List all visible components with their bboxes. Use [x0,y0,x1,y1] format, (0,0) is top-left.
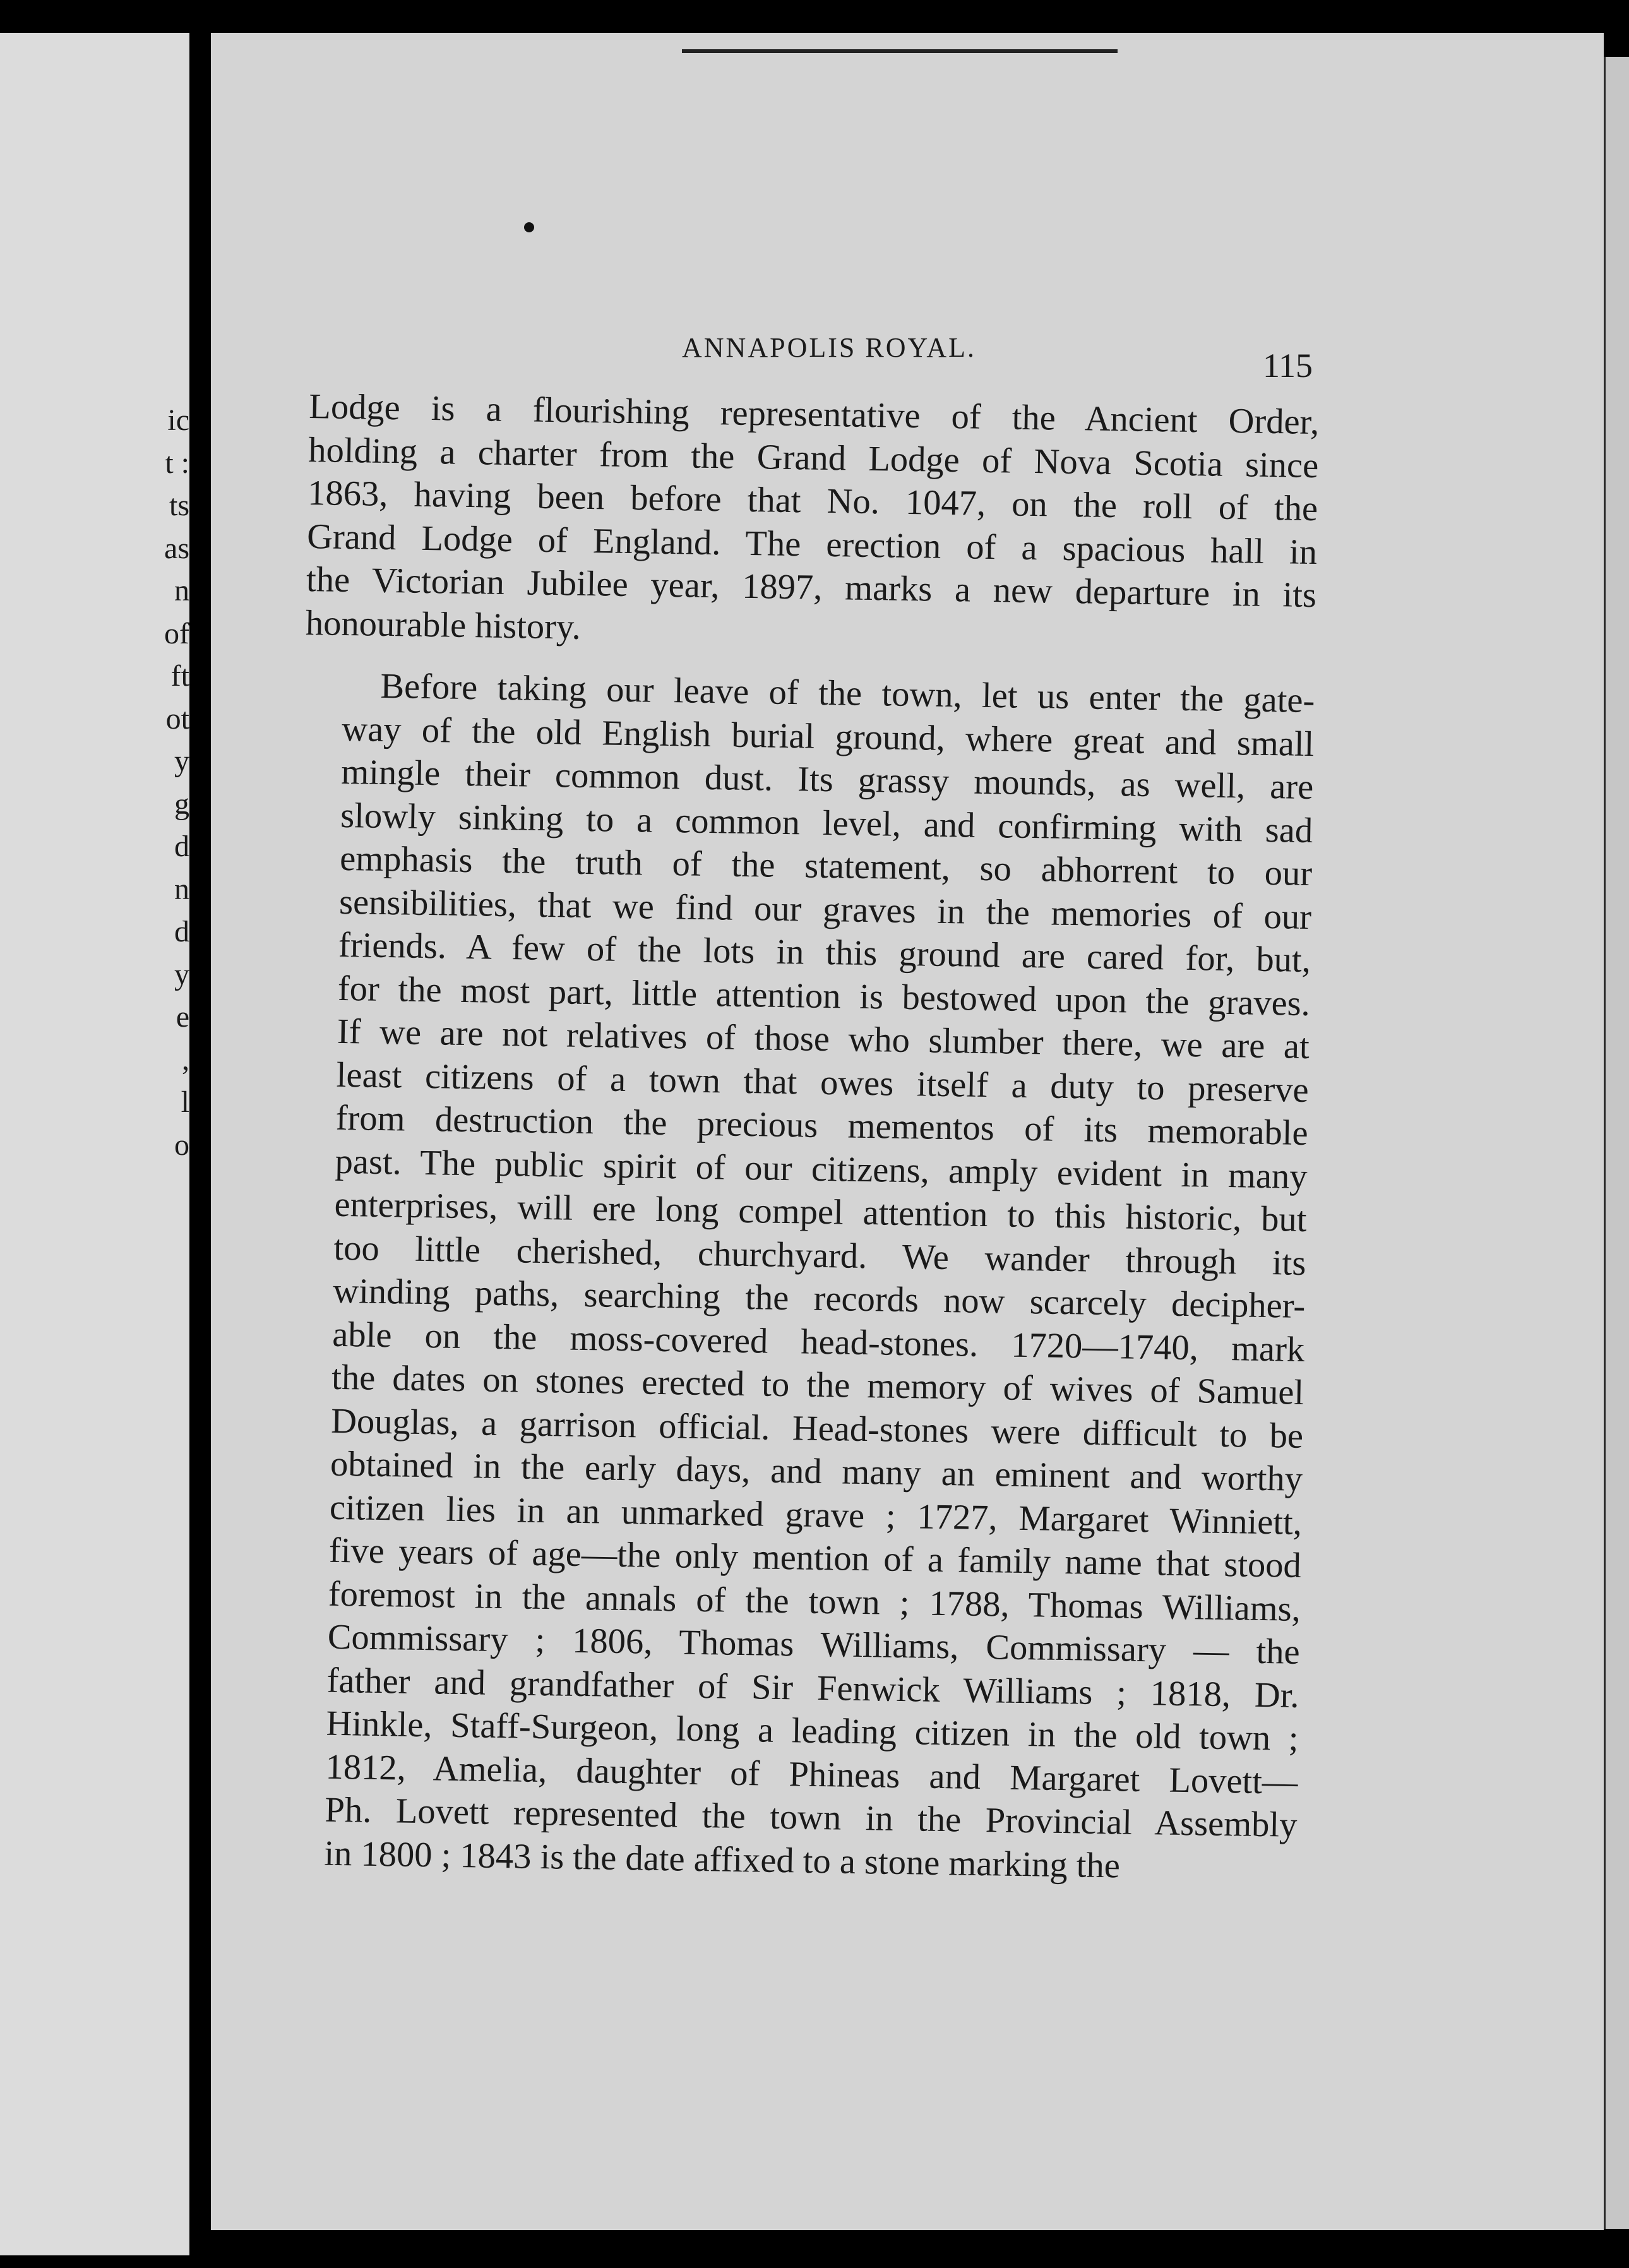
text-line: Commissary ; 1806, Thomas Williams, Commissary — the [327,1617,1301,1672]
facing-page-fragment: ot [165,701,189,736]
text-line: the dates on stones erected to the memory of wives of Samuel [331,1358,1304,1412]
facing-page-fragment: ic [167,403,189,437]
ink-dot [524,222,534,232]
facing-page-fragment: ts [169,489,189,522]
facing-page-fragment: d [174,830,189,863]
text-line: way of the old English burial ground, where great and small [341,709,1315,764]
text-line: Lodge is a flourishing representative of the Ancient Order, [308,386,1320,443]
text-line: father and grandfather of Sir Fenwick Williams ; 1818, Dr. [326,1661,1300,1716]
text-line: slowly sinking to a common level, and confirming with sad [340,796,1313,850]
page-number: 115 [1263,347,1313,385]
book-gutter [189,33,211,2268]
text-line: If we are not relatives of those who slumber there, we are at [337,1012,1310,1067]
text-line: Grand Lodge of England. The erection of a spacious hall in [306,516,1318,572]
facing-page-fragment: o [174,1128,189,1162]
text-line: citizen lies in an unmarked grave ; 1727, Margaret Winniett, [329,1488,1303,1543]
text-line: past. The public spirit of our citizens, amply evident in many [335,1142,1308,1197]
body-text [286,385,1320,1890]
facing-page-fragment: g [174,787,189,821]
text-line: Douglas, a garrison official. Head-stones were difficult to be [330,1401,1304,1456]
text-line: friends. A few of the lots in this ground are cared for, but, [338,925,1311,981]
text-line: Hinkle, Staff-Surgeon, long a leading citizen in the old town ; [326,1704,1299,1758]
page-edge [1604,57,1629,2229]
text-line: honourable history. [305,603,582,647]
text-line: holding a charter from the Grand Lodge of Nova Scotia since [307,430,1319,486]
facing-page-fragment: n [174,574,189,607]
text-line: least citizens of a town that owes itself a duty to preserve [336,1055,1310,1110]
text-line: enterprises, will ere long compel attention to this historic, but [334,1185,1307,1239]
top-edge-mark [682,49,1118,53]
text-line: foremost in the annals of the town ; 1788, Thomas Williams, [328,1574,1301,1629]
text-line: too little cherished, churchyard. We wander through its [333,1228,1306,1283]
text-line: 1812, Amelia, daughter of Phineas and Margaret Lovett— [325,1747,1298,1802]
text-line: from destruction the precious mementos of its memorable [335,1098,1309,1153]
facing-page-fragment: y [174,957,189,991]
text-line: winding paths, searching the records now scarcely decipher- [332,1271,1306,1326]
facing-page-fragment: of [164,616,189,650]
facing-page-fragment: t : [165,446,189,480]
facing-page-fragment: l [181,1085,189,1119]
facing-page-fragment: n [174,872,189,906]
facing-page-fragment: d [174,915,189,948]
facing-page-fragment: ft [170,659,189,693]
text-line: sensibilities, that we find our graves in the memories of our [338,882,1312,937]
facing-page-fragment: y [174,744,189,778]
facing-page-fragment: , [182,1042,189,1077]
paragraph [286,664,1315,1890]
facing-page [0,33,189,2255]
text-line: the Victorian Jubilee year, 1897, marks a new departure in its [306,559,1317,616]
text-line: Ph. Lovett represented the town in the Provincial Assembly [325,1790,1298,1845]
text-line: Before taking our leave of the town, let us enter the gate- [380,666,1315,721]
text-line: five years of age—the only mention of a family name that stood [328,1531,1302,1585]
text-line: able on the moss-covered head-stones. 1720—1740, mark [331,1315,1305,1370]
running-head: ANNAPOLIS ROYAL. [682,332,977,363]
text-line: mingle their common dust. Its grassy mounds, as well, are [340,752,1314,808]
facing-page-fragment: as [164,531,189,565]
paragraph [306,385,1320,660]
text-line: in 1800 ; 1843 is the date affixed to a stone marking the [323,1834,1121,1885]
text-line: 1863, having been before that No. 1047, on the roll of the [307,473,1318,529]
text-line: obtained in the early days, and many an eminent and worthy [330,1444,1303,1499]
text-line: for the most part, little attention is bestowed upon the graves. [337,969,1311,1024]
text-line: emphasis the truth of the statement, so abhorrent to our [339,839,1313,894]
facing-page-fragment: e [176,1000,189,1034]
